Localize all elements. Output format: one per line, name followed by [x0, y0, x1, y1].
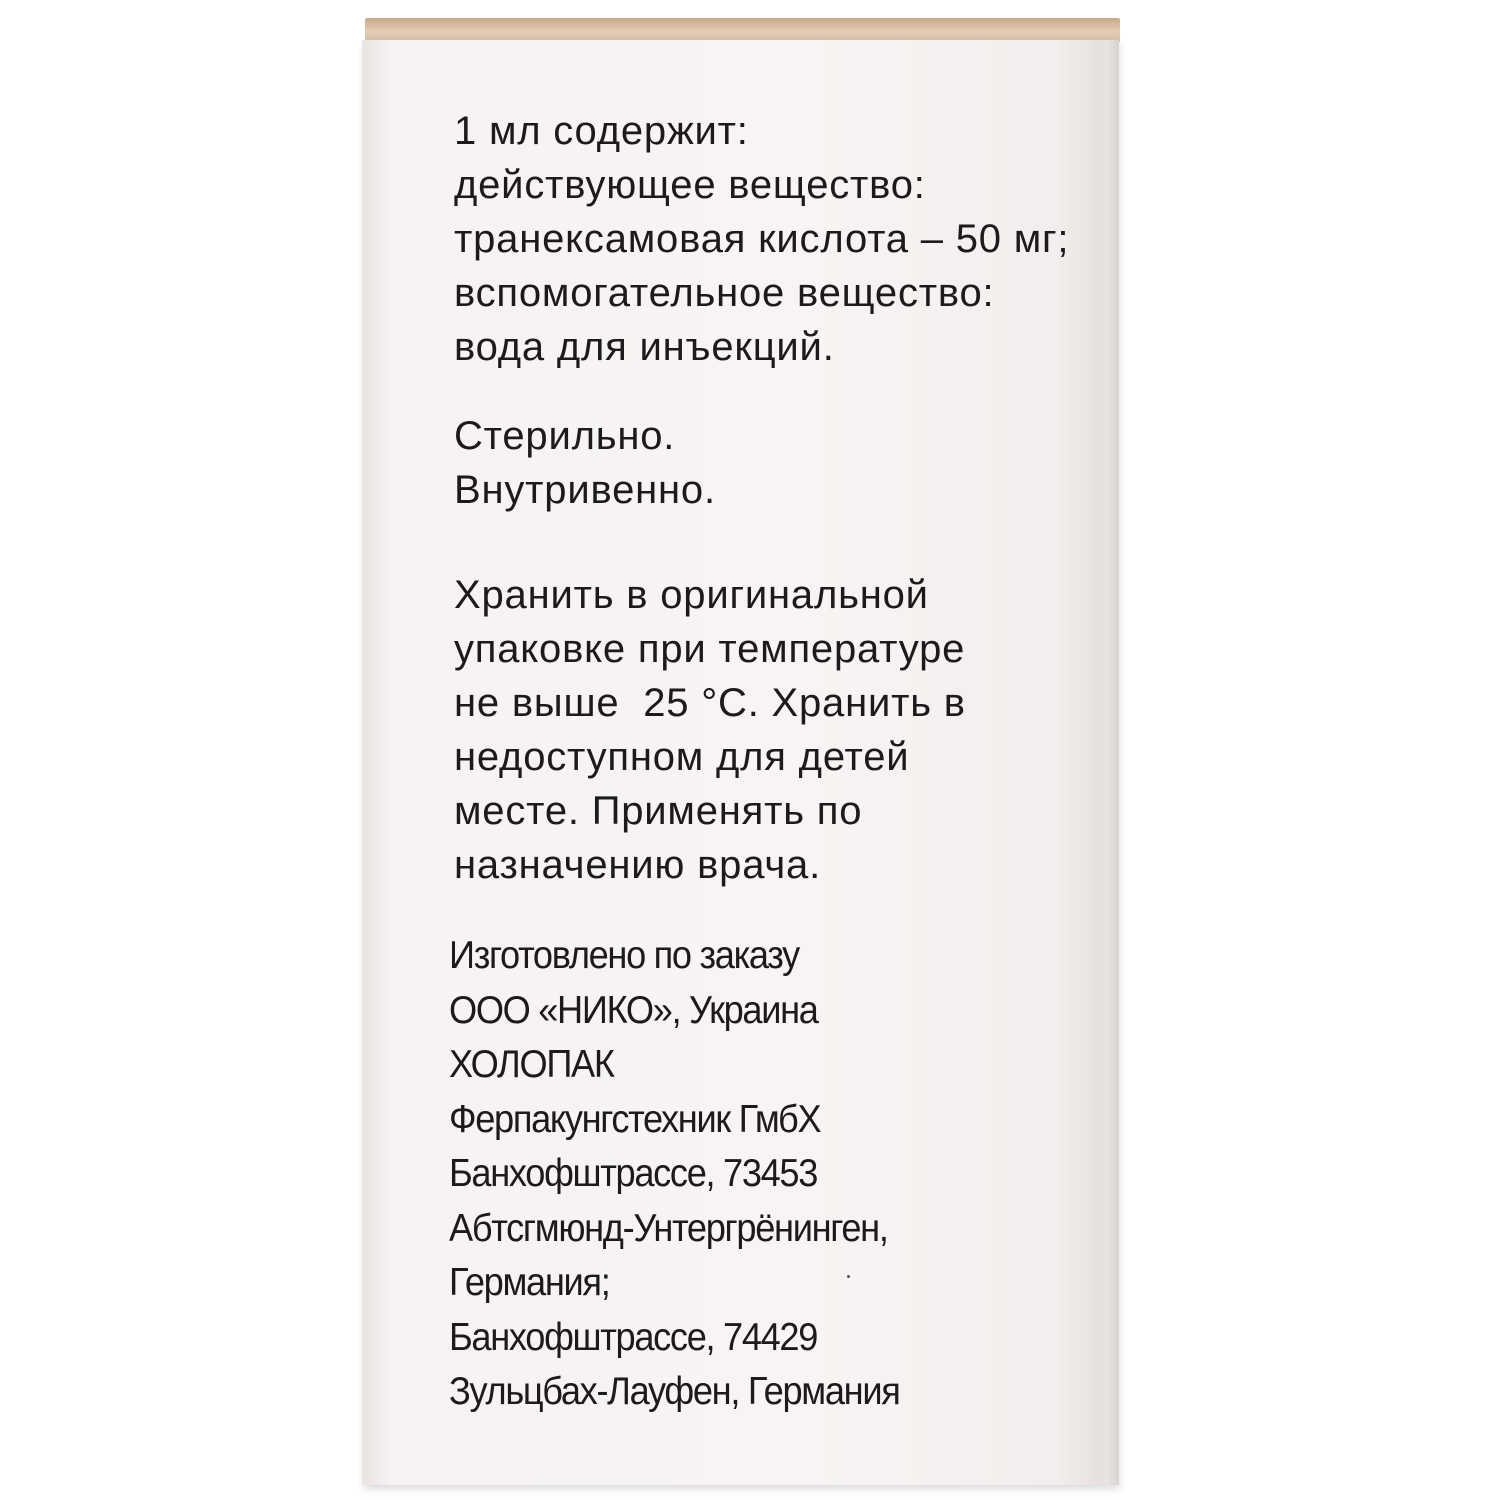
composition-line: 1 мл содержит:: [454, 109, 749, 153]
manufacturer-section: [449, 929, 900, 1420]
composition-line: вода для инъекций.: [454, 325, 835, 369]
composition-section: [454, 104, 1069, 374]
storage-line: упаковке при температуре: [454, 627, 966, 671]
print-speck: [847, 1275, 850, 1278]
administration-line: Стерильно.: [454, 414, 676, 458]
storage-line: Хранить в оригинальной: [454, 573, 929, 617]
manufacturer-line: Германия;: [449, 1261, 610, 1304]
administration-section: [454, 409, 716, 517]
manufacturer-line: Банхофштрассе, 74429: [449, 1315, 818, 1359]
carton-top-flap: [365, 18, 1120, 42]
manufacturer-line: Зульцбах-Лауфен, Германия: [449, 1370, 900, 1413]
composition-line: транексамовая кислота – 50 мг;: [454, 217, 1070, 261]
carton-edge: [1105, 40, 1119, 1485]
manufacturer-line: ХОЛОПАК: [449, 1043, 614, 1086]
administration-line: Внутривенно.: [454, 468, 716, 512]
manufacturer-line: Ферпакунгстехник ГмбХ: [449, 1097, 821, 1141]
storage-line: месте. Применять по: [454, 789, 863, 833]
storage-line: назначению врача.: [454, 843, 821, 887]
storage-section: [454, 568, 966, 892]
composition-line: действующее вещество:: [454, 163, 926, 207]
manufacturer-line: ООО «НИКО», Украина: [449, 988, 818, 1032]
composition-line: вспомогательное вещество:: [454, 271, 995, 315]
storage-line: недоступном для детей: [454, 735, 910, 779]
manufacturer-line: Абтсгмюнд-Унтергрёнинген,: [449, 1206, 888, 1250]
manufacturer-line: Изготовлено по заказу: [449, 934, 799, 977]
storage-line: не выше 25 °С. Хранить в: [454, 681, 966, 725]
manufacturer-line: Банхофштрассе, 73453: [449, 1152, 818, 1195]
